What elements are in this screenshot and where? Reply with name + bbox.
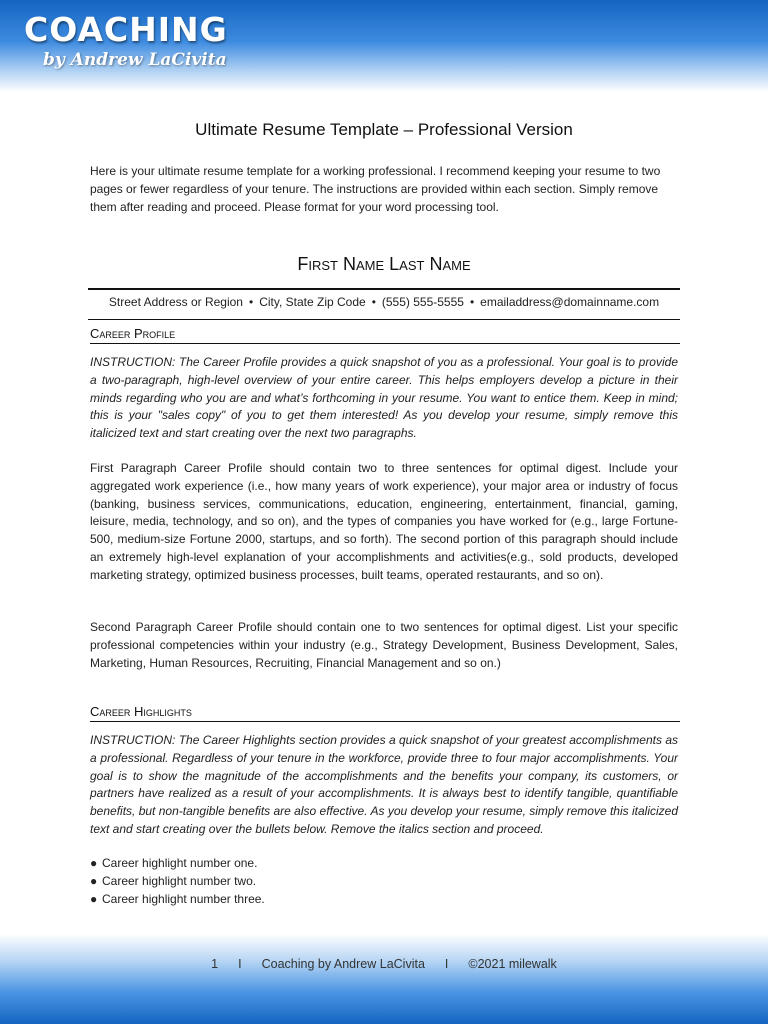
bullet-icon: ● [90,891,98,906]
career-highlights-instruction [90,732,678,839]
career-profile-heading: Career Profile [90,326,680,344]
header-band [0,0,768,92]
footer-brand: Coaching by Andrew LaCivita [261,957,425,971]
contact-email: emailaddress@domainname.com [480,295,660,309]
logo-sub-text: by Andrew LaCivita [43,50,227,70]
bullet-icon: ● [90,873,98,888]
contact-address: Street Address or Region [108,295,243,309]
career-highlights-heading: Career Highlights [90,704,680,722]
footer-separator: I [238,957,242,971]
name-divider-bottom [88,319,680,320]
list-item [90,873,678,891]
career-profile-paragraph-two: Second Paragraph Career Profile should contain one to two sentences for optimal digest. List your specific professional competencies within your industry (e.g., Strategy Development, Business Development, Sales, Marketing, Human Resources, Recruiting, Financial Management and so on.) [90,620,678,670]
document-title: Ultimate Resume Template – Professional Version [195,120,573,139]
coaching-logo [24,10,228,70]
instruction-text: : The Career Profile provides a quick snapshot of you as a professional. Your goal is to provide a two-paragraph, high-level overview of your entire career. This helps employers develop a picture in their minds regarding who you are and what’s forthcoming in your resume. You want to entice them. Keep in mind; this is your "sales copy" of you to get them interested! As you develop your resume, simply remove this italicized text and start creating over the next two paragraphs. [90,355,678,441]
page-number: 1 [211,957,219,971]
page-footer [0,957,768,971]
footer-separator: I [444,957,449,971]
instruction-label: INSTRUCTION [90,355,172,369]
contact-bullet: • [248,295,254,309]
career-profile-instruction [90,354,678,443]
list-item [90,855,678,873]
resume-name: First Name Last Name [297,254,471,274]
list-item-text: Career highlight number one. [102,856,258,870]
career-highlights-list [90,855,678,908]
bullet-icon: ● [90,856,98,870]
contact-bullet: • [469,295,475,309]
name-divider-top [88,288,680,290]
list-item [90,891,678,909]
intro-paragraph: Here is your ultimate resume template for a working professional. I recommend keeping your resume to two pages or fewer regardless of your tenure. The instructions are provided within each section. Simply remove them after reading and proceed. Please format for your word processing tool. [90,164,661,214]
list-item-text: Career highlight number three. [102,891,265,906]
list-item-text: Career highlight number two. [102,873,257,888]
instruction-label: INSTRUCTION [90,733,172,747]
contact-phone: (555) 555-5555 [381,295,464,309]
contact-bullet: • [371,295,376,309]
footer-copyright: ©2021 milewalk [468,957,557,971]
contact-line [88,295,680,309]
logo-main-text: COACHING [24,10,228,49]
contact-city: City, State Zip Code [259,295,366,309]
footer-band [0,934,768,1024]
career-profile-paragraph-one: First Paragraph Career Profile should contain two to three sentences for optimal digest. Include your aggregated work experience (i.e., how many years of work experience), your major area or industry of focus (banking, business services, communications, education, engineering, entertainment, financial, gaming, leisure, media, technology, and so on), and the types of companies you have worked for (e.g., large Fortune-500, medium-size Fortune 2000, startups, and so forth). The second portion of this paragraph should include an extremely high-level explanation of your accomplishments and activities(e.g., sold products, developed marketing strategy, optimized business processes, built teams, operated restaurants, and so on). [90,461,678,582]
instruction-text: : The Career Highlights section provides a quick snapshot of your greatest accomplishments as a professional. Regardless of your tenure in the workforce, provide three to four major accomplishments. Your goal is to show the magnitude of the accomplishments and the benefits your company, its customers, or partners have realized as a result of your accomplishments. It is always best to identify tangible, quantifiable benefits, but non-tangible benefits are also effective. As you develop your resume, simply remove this italicized text and start creating over the bullets below. Remove the italics section and proceed. [90,733,678,836]
